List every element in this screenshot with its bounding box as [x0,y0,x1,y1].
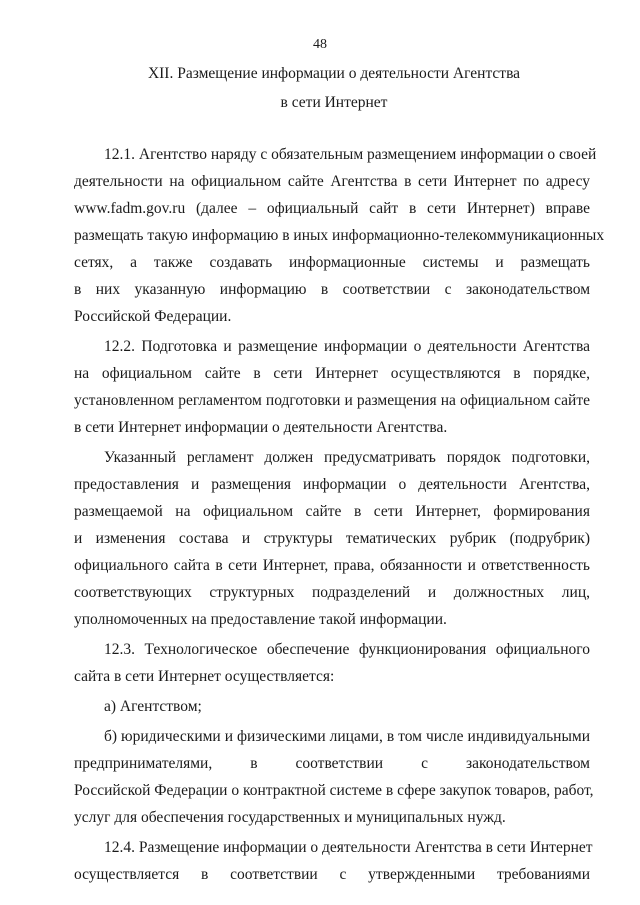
text-line: www.fadm.gov.ru (далее – официальный сайт в сети Интернет) вправе [74,200,590,217]
page-number: 48 [313,37,327,52]
paragraph-12-2 [74,333,590,441]
text-line: а) Агентством; [104,698,202,715]
text-line: Российской Федерации. [74,308,232,325]
text-line: Российской Федерации о контрактной системе в сфере закупок товаров, работ, [74,782,594,799]
text-line: 12.1. Агентство наряду с обязательным размещением информации о своей [104,146,597,163]
section-title-line-1: XII. Размещение информации о деятельности Агентства [147,65,521,82]
text-line: и изменения состава и структуры тематических рубрик (подрубрик) [74,530,590,547]
text-line: предпринимателями, в соответствии с законодательством [74,755,590,772]
text-line: соответствующих структурных подразделений и должностных лиц, [74,584,590,601]
text-line: 12.4. Размещение информации о деятельности Агентства в сети Интернет [104,839,593,856]
list-item-a [74,693,590,720]
list-item-b [74,723,594,831]
paragraph-12-1 [74,141,605,330]
text-line: услуг для обеспечения государственных и муниципальных нужд. [74,809,506,826]
text-line: предоставления и размещения информации о деятельности Агентства, [74,476,590,493]
text-line: сайта в сети Интернет осуществляется: [74,668,335,685]
paragraph-12-4 [74,834,593,888]
text-line: на официальном сайте в сети Интернет осуществляются в порядке, [74,365,590,382]
text-line: в них указанную информацию в соответствии с законодательством [74,281,590,298]
text-line: Указанный регламент должен предусматривать порядок подготовки, [104,449,590,466]
text-line: в сети Интернет информации о деятельности Агентства. [74,419,448,436]
text-line: осуществляется в соответствии с утвержденными требованиями [74,866,590,883]
text-line: официального сайта в сети Интернет, права, обязанности и ответственность [74,557,590,574]
text-line: 12.3. Технологическое обеспечение функционирования официального [104,641,590,658]
document-body [74,141,605,888]
text-line: уполномоченных на предоставление такой информации. [74,611,447,628]
text-line: размещаемой на официальном сайте в сети Интернет, формирования [74,503,590,520]
paragraph-regulation [74,444,590,633]
text-line: б) юридическими и физическими лицами, в том числе индивидуальными [104,728,590,745]
text-line: деятельности на официальном сайте Агентства в сети Интернет по адресу [74,173,590,190]
text-line: 12.2. Подготовка и размещение информации о деятельности Агентства [104,338,590,355]
text-line: размещать такую информацию в иных информационно-телекоммуникационных [74,227,605,244]
text-line: сетях, а также создавать информационные системы и размещать [74,254,590,271]
text-line: установленном регламентом подготовки и размещения на официальном сайте [74,392,590,409]
section-title-line-2: в сети Интернет [280,94,388,111]
paragraph-12-3 [74,636,590,690]
